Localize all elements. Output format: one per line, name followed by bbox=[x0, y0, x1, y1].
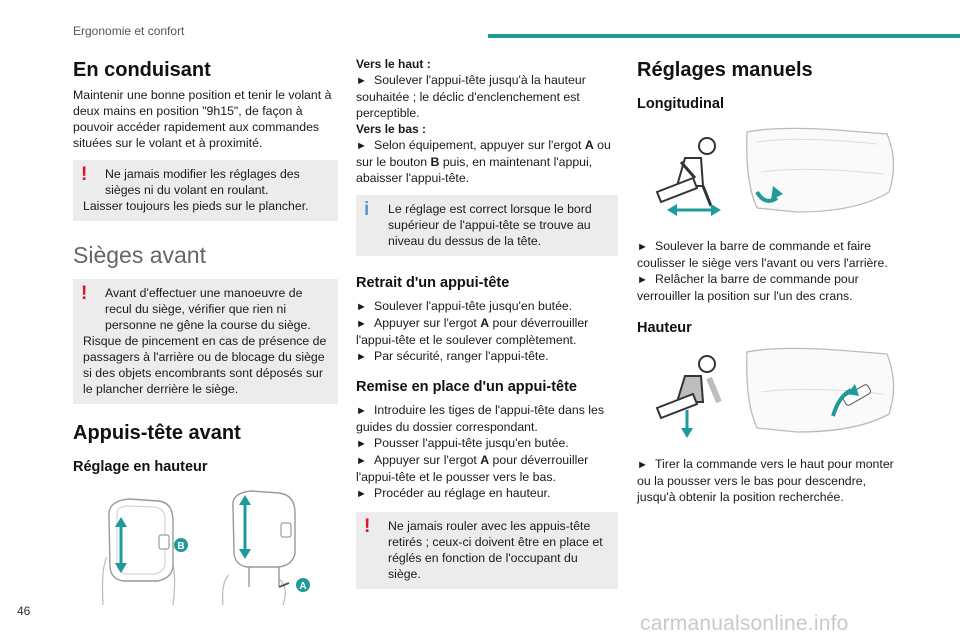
removal-title: Retrait d'un appui-tête bbox=[356, 275, 510, 291]
headrest-warning-text: Ne jamais rouler avec les appuis-tête retirés ; ceux-ci doivent être en place et réglés en fonction de l'occupant du siège. bbox=[388, 519, 603, 581]
front-seats-warning-line2: Risque de pincement en cas de présence de passagers à l'arrière ou de blocage du siège si des objets encombrants sont déposés sur le plancher derrière le siège. bbox=[83, 334, 327, 396]
refit-step-2: ► Pousser l'appui-tête jusqu'en butée. bbox=[356, 436, 569, 450]
driving-text: Maintenir une bonne position et tenir le volant à deux mains en position "9h15", de façon à pouvoir accéder rapidement aux commandes situées sur le volant et à proximité. bbox=[73, 88, 332, 150]
front-seats-warning bbox=[73, 279, 338, 404]
height-illustration bbox=[637, 344, 902, 444]
removal-step-3: ► Par sécurité, ranger l'appui-tête. bbox=[356, 349, 549, 363]
headrests-title: Appuis-tête avant bbox=[73, 422, 241, 444]
up-label: Vers le haut : bbox=[356, 57, 431, 71]
bullet-icon: ► bbox=[356, 75, 367, 87]
driving-warning bbox=[73, 160, 338, 221]
up-text: ► Soulever l'appui-tête jusqu'à la hauteur souhaitée ; le déclic d'enclenchement est perceptible. bbox=[356, 73, 586, 120]
warning-icon: ! bbox=[81, 164, 88, 185]
manual-adjust-title: Réglages manuels bbox=[637, 59, 813, 81]
longitudinal-step-2: ► Relâcher la barre de commande pour verrouiller la position sur l'un des crans. bbox=[637, 272, 859, 303]
label-a: A bbox=[299, 581, 307, 592]
height-step-1: ► Tirer la commande vers le haut pour monter ou la pousser vers le bas pour descendre, jusqu'à obtenir la position recherchée. bbox=[637, 457, 894, 504]
longitudinal-step-1: ► Soulever la barre de commande et faire coulisser le siège vers l'avant ou vers l'arrière. bbox=[637, 239, 888, 270]
column-2 bbox=[356, 56, 618, 589]
headrest-illustration bbox=[73, 487, 338, 607]
refit-step-3: ► Appuyer sur l'ergot A pour déverrouiller l'appui-tête et le pousser vers le bas. bbox=[356, 453, 589, 484]
headrest-info-note bbox=[356, 195, 618, 256]
section-title: Ergonomie et confort bbox=[73, 24, 185, 38]
label-b: B bbox=[177, 541, 185, 552]
bullet-icon: ► bbox=[356, 140, 367, 152]
headrest-warning bbox=[356, 512, 618, 589]
column-3 bbox=[637, 56, 902, 505]
header-accent-bar bbox=[488, 34, 960, 38]
headrest-height-subtitle: Réglage en hauteur bbox=[73, 459, 208, 475]
longitudinal-illustration bbox=[637, 122, 902, 222]
removal-step-2: ► Appuyer sur l'ergot A pour déverrouiller l'appui-tête et le soulever complètement. bbox=[356, 316, 589, 347]
refit-step-1: ► Introduire les tiges de l'appui-tête dans les guides du dossier correspondant. bbox=[356, 403, 604, 434]
down-text: ► Selon équipement, appuyer sur l'ergot A ou sur le bouton B puis, en maintenant l'appui, abaisser l'appui-tête. bbox=[356, 138, 611, 185]
longitudinal-title: Longitudinal bbox=[637, 96, 724, 112]
removal-step-1: ► Soulever l'appui-tête jusqu'en butée. bbox=[356, 299, 573, 313]
driving-warning-line1: Ne jamais modifier les réglages des sièges ni du volant en roulant. bbox=[105, 167, 300, 197]
driving-warning-line2: Laisser toujours les pieds sur le plancher. bbox=[83, 199, 309, 213]
refit-step-4: ► Procéder au réglage en hauteur. bbox=[356, 486, 551, 500]
height-title: Hauteur bbox=[637, 320, 692, 336]
refit-title: Remise en place d'un appui-tête bbox=[356, 379, 577, 395]
front-seats-title: Sièges avant bbox=[73, 242, 206, 268]
warning-icon: ! bbox=[81, 283, 88, 304]
watermark: carmanualsonline.info bbox=[640, 612, 849, 635]
down-label: Vers le bas : bbox=[356, 122, 427, 136]
page-number: 46 bbox=[17, 604, 31, 618]
front-seats-warning-line1: Avant d'effectuer une manoeuvre de recul du siège, vérifier que rien ni personne ne gêne la course du siège. bbox=[105, 286, 311, 332]
info-text: Le réglage est correct lorsque le bord supérieur de l'appui-tête se trouve au niveau du dessus de la tête. bbox=[388, 202, 592, 248]
warning-icon: ! bbox=[364, 516, 371, 537]
driving-title: En conduisant bbox=[73, 59, 211, 81]
column-1 bbox=[73, 56, 338, 607]
info-icon: i bbox=[364, 199, 370, 220]
